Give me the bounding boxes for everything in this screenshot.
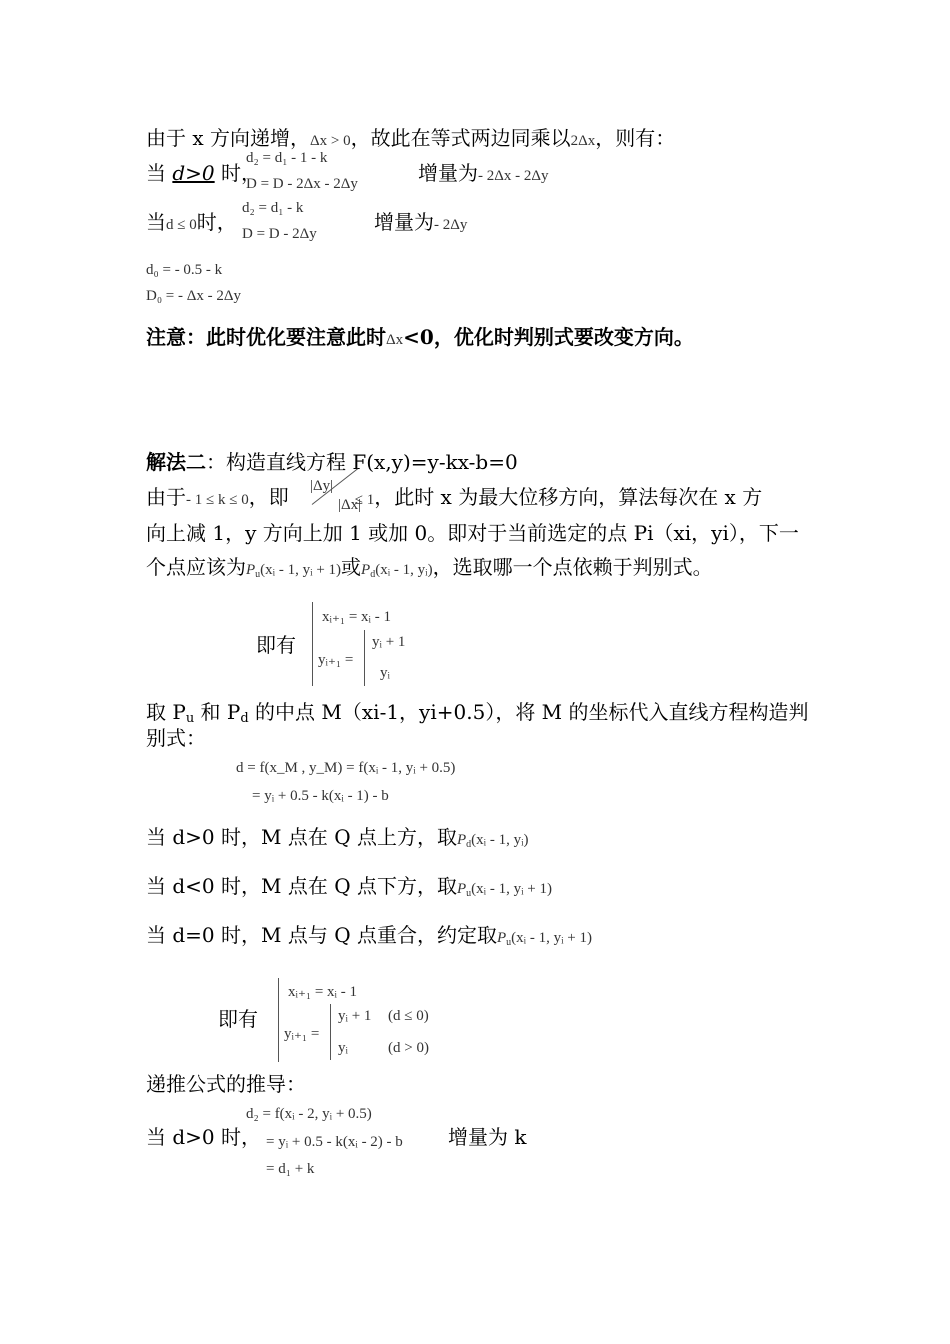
system2-case1-cond: (d ≤ 0)	[388, 1008, 429, 1024]
para-discriminant: 别式：	[146, 726, 206, 750]
system1-inner-brace	[364, 630, 365, 686]
fraction-numerator: |Δy|	[310, 478, 334, 494]
method2-heading: 解法二：构造直线方程 F(x,y)=y-kx-b=0	[146, 450, 518, 474]
last-eq-line2: = yᵢ + 0.5 - k(xᵢ - 2) - b	[266, 1134, 403, 1150]
para-midpoint: 取 Pu 和 Pd 的中点 M（xi-1，yi+0.5），将 M 的坐标代入直线方程构造判	[146, 700, 809, 726]
system2-row1: xᵢ₊₁ = xᵢ - 1	[288, 984, 358, 1000]
system1-lhs: yᵢ₊₁ =	[318, 652, 354, 668]
eq-d2-case2: d₂ = d₁ - k	[242, 200, 304, 216]
last-increment: 增量为 k	[448, 1125, 527, 1149]
when-d-zero: 当 d=0 时，M 点与 Q 点重合，约定取$P_u(xᵢ - 1$, yᵢ + 1)	[146, 923, 592, 948]
increment-case2: 增量为- 2Δy	[374, 210, 468, 234]
eq-D0: D₀ = - Δx - 2Δy	[146, 288, 242, 304]
last-eq-line1: d₂ = f(xᵢ - 2, yᵢ + 0.5)	[246, 1106, 372, 1122]
case-d-nonpositive-label: 当d ≤ 0时，	[146, 210, 237, 234]
recurrence-title: 递推公式的推导：	[146, 1072, 306, 1096]
condition-d-positive: d>0	[172, 161, 215, 185]
math-2dx: 2Δx	[570, 133, 596, 149]
last-eq-line3: = d₁ + k	[266, 1161, 315, 1177]
para-next-point: 个点应该为$P_u(xᵢ - 1$, yᵢ + 1)或$P_d(xᵢ - 1$, yᵢ)，选取哪一个点依赖于判别式。	[146, 555, 713, 580]
condition-d-nonpositive: d ≤ 0	[166, 217, 197, 233]
system2-label: 即有	[218, 1007, 258, 1031]
when-d-positive: 当 d>0 时，M 点在 Q 点上方，取$P_d(xᵢ - 1$, yᵢ)	[146, 825, 529, 850]
increment-case1: 增量为- 2Δx - 2Δy	[418, 161, 549, 185]
system1-row1: xᵢ₊₁ = xᵢ - 1	[322, 609, 392, 625]
system2-brace	[278, 978, 279, 1062]
when-d-negative: 当 d<0 时，M 点在 Q 点下方，取$P_u(xᵢ - 1$, yᵢ + 1)	[146, 874, 552, 899]
system2-case2-cond: (d > 0)	[388, 1040, 429, 1056]
system2-inner-brace	[330, 1004, 331, 1060]
eq-d0: d₀ = - 0.5 - k	[146, 262, 223, 278]
system2-lhs: yᵢ₊₁ =	[284, 1026, 320, 1042]
point-pu-convention: $P_u(xᵢ - 1$, yᵢ + 1)	[496, 930, 592, 948]
system1-case1: yᵢ + 1	[372, 634, 406, 650]
eq-d-expanded: = yᵢ + 0.5 - k(xᵢ - 1) - b	[252, 788, 389, 804]
system2-case2: yᵢ	[338, 1040, 348, 1056]
math-dx-positive: Δx > 0	[310, 133, 351, 149]
system2-case1: yᵢ + 1	[338, 1008, 372, 1024]
eq-D-case1: D = D - 2Δx - 2Δy	[246, 176, 358, 192]
eq-d2-case1: d₂ = d₁ - 1 - k	[246, 150, 328, 166]
system1-brace	[312, 602, 313, 686]
case-d-positive-label: 当 d>0 时，	[146, 161, 262, 185]
para-x-increasing: 由于 x 方向递增，Δx > 0，故此在等式两边同乘以2Δx，则有：	[146, 126, 676, 150]
fraction-denominator: |Δx|	[338, 497, 362, 513]
system1-label: 即有	[256, 633, 296, 657]
note-bold: 注意：此时优化要注意此时Δx<0，优化时判别式要改变方向。	[146, 325, 694, 349]
para-slope-range: 由于- 1 ≤ k ≤ 0，即 ≤ 1，此时 x 为最大位移方向，算法每次在 x 方	[146, 485, 763, 509]
system1-case2: yᵢ	[380, 665, 390, 681]
point-pd: $P_d(xᵢ - 1$, yᵢ)	[361, 562, 433, 580]
para-direction: 向上减 1，y 方向上加 1 或加 0。即对于当前选定的点 Pi（xi，yi），下一	[146, 521, 799, 545]
point-pd-choice: $P_d(xᵢ - 1$, yᵢ)	[456, 832, 529, 850]
eq-d-definition: d = f(x_M , y_M) = f(xᵢ - 1, yᵢ + 0.5)	[236, 760, 456, 776]
eq-D-case2: D = D - 2Δy	[242, 226, 317, 242]
point-pu: $P_u(xᵢ - 1$, yᵢ + 1)	[246, 562, 342, 580]
point-pu-choice: $P_u(xᵢ - 1$, yᵢ + 1)	[456, 881, 552, 899]
last-case-label: 当 d>0 时，	[146, 1125, 261, 1149]
